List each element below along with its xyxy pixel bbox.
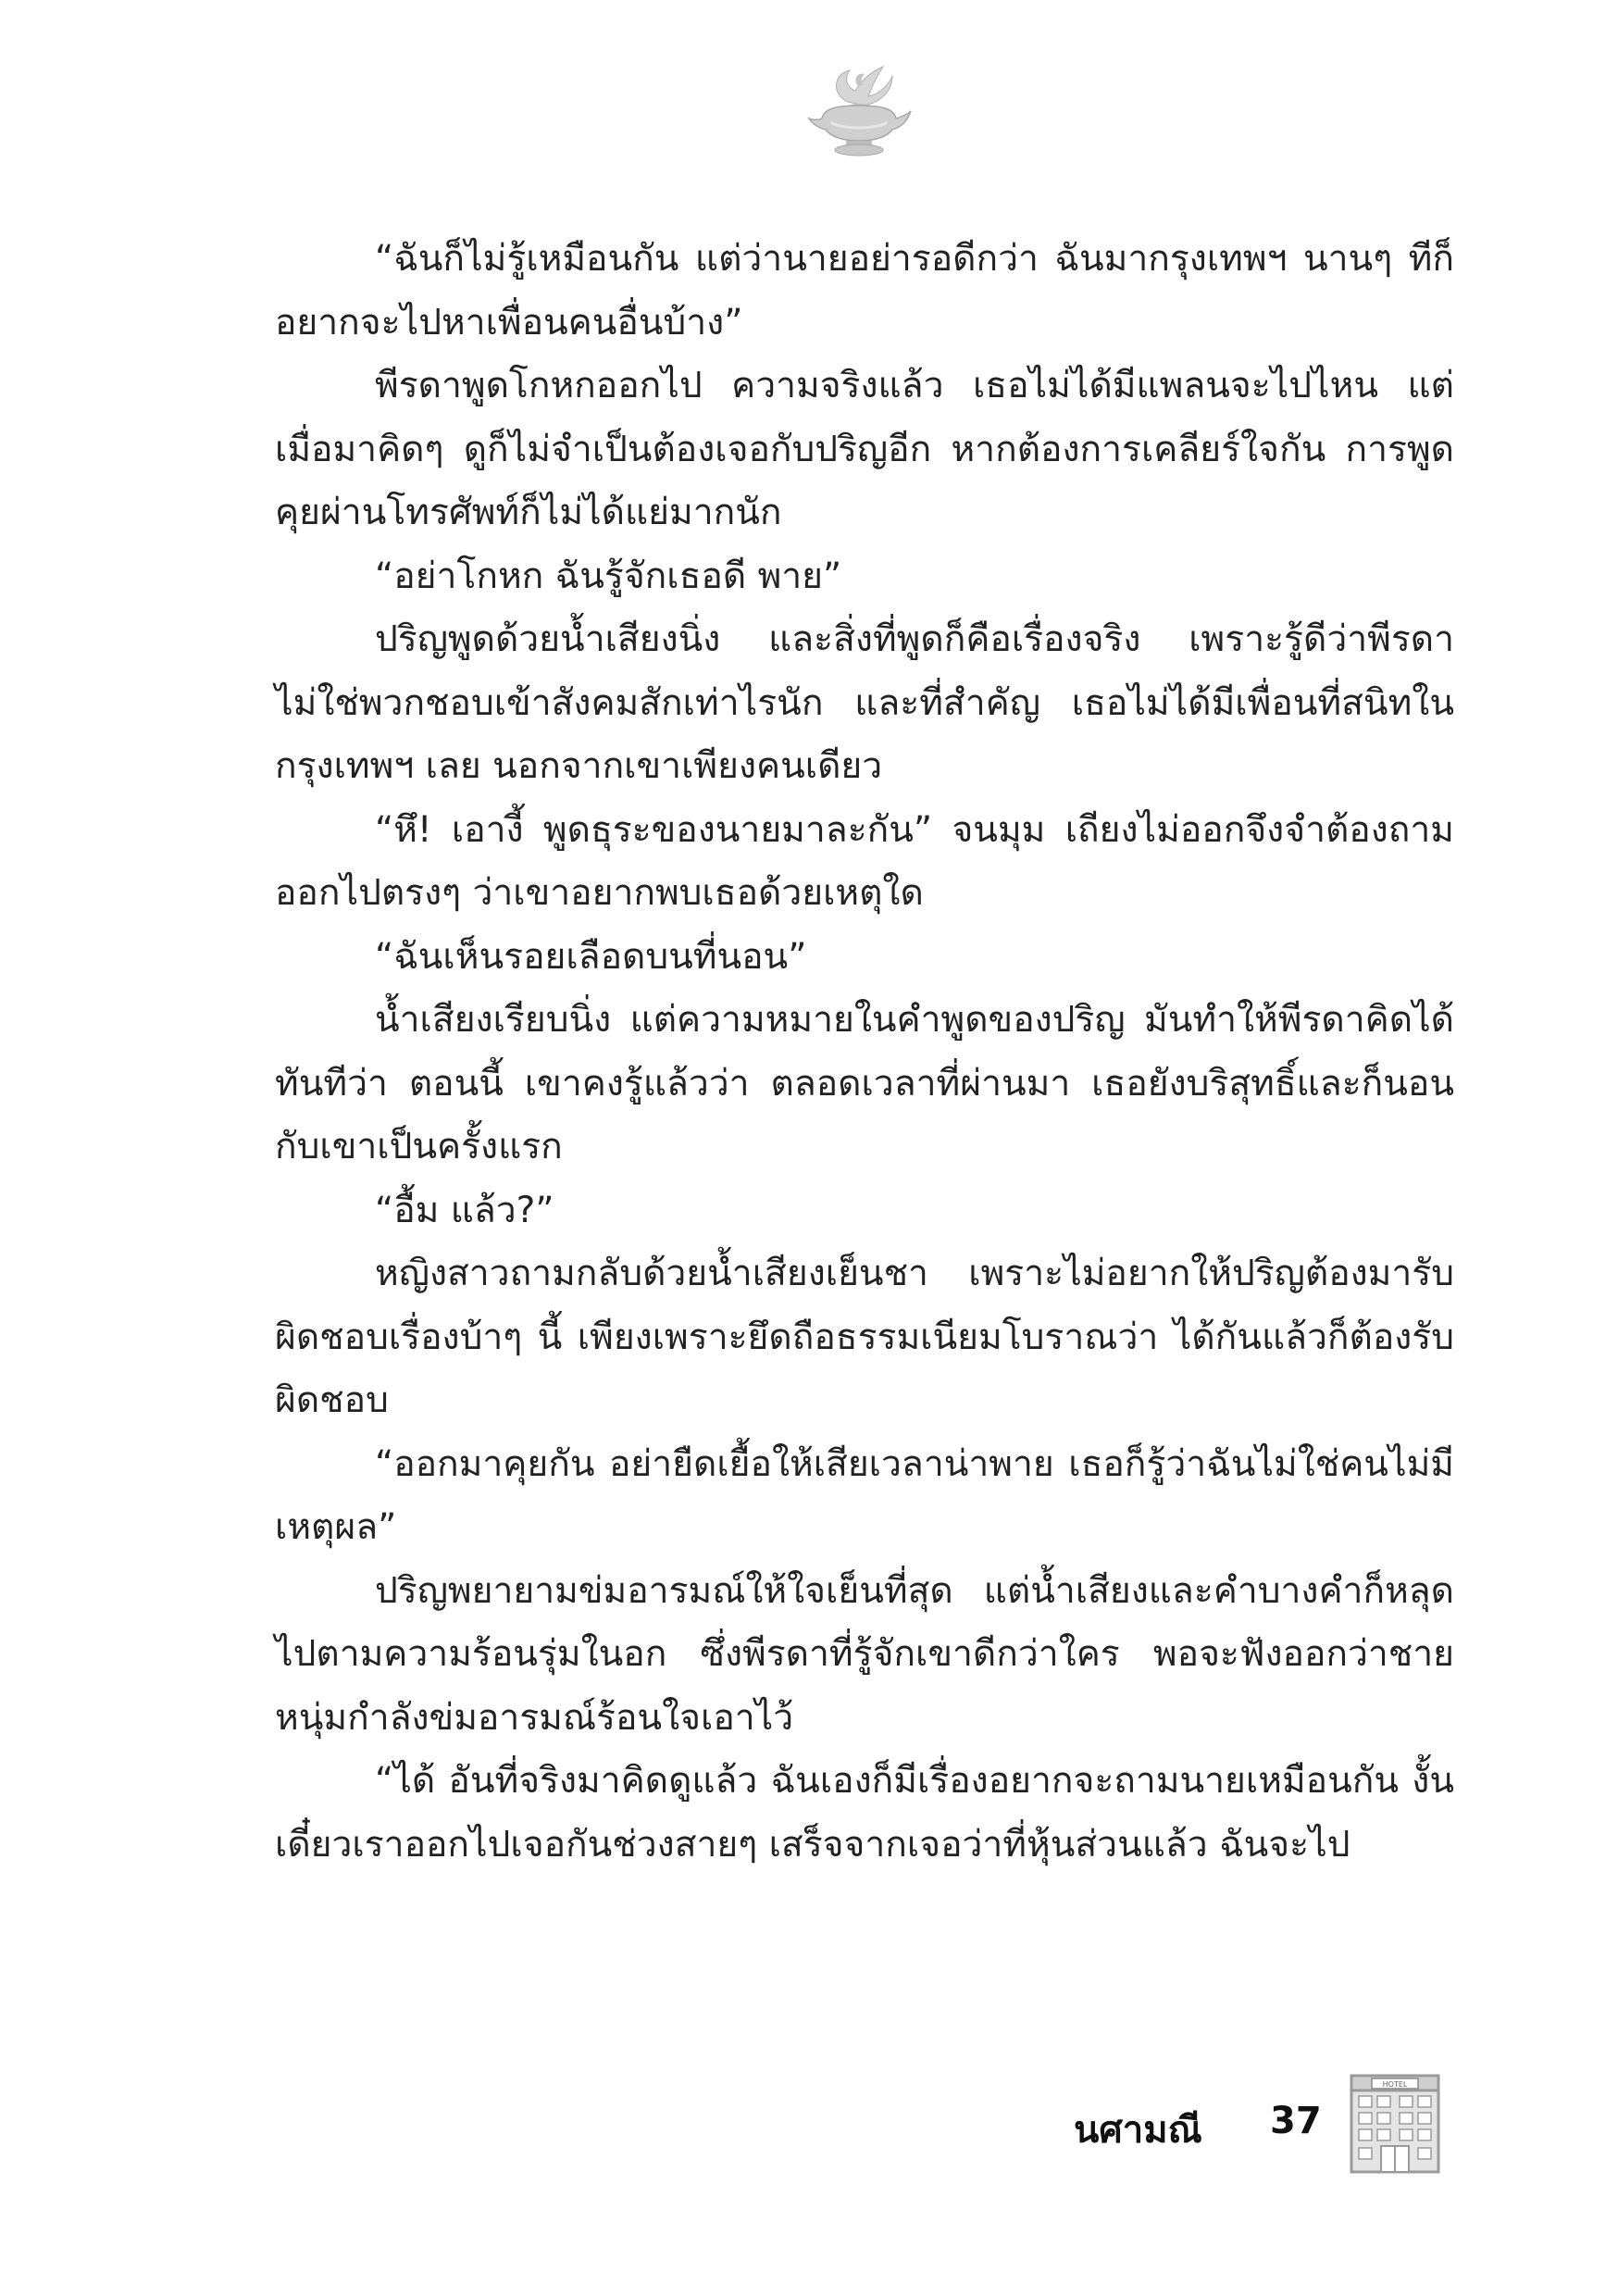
genie-lamp-icon	[803, 57, 915, 159]
paragraph: ปริญพูดด้วยน้ำเสียงนิ่ง และสิ่งที่พูดก็คือเรื่องจริง เพราะรู้ดีว่าพีรดาไม่ใช่พวกชอบเข้าสังคมสักเท่าไรนัก และที่สำคัญ เธอไม่ได้มีเพื่อนที่สนิทในกรุงเทพฯ เลย นอกจากเขาเพียงคนเดียว	[275, 618, 1454, 787]
paragraph: น้ำเสียงเรียบนิ่ง แต่ความหมายในคำพูดของปริญ มันทำให้พีรดาคิดได้ทันทีว่า ตอนนี้ เขาคงรู้แล้วว่า ตลอดเวลาที่ผ่านมา เธอยังบริสุทธิ์และก็นอนกับเขาเป็นครั้งแรก	[275, 999, 1454, 1167]
paragraph: หญิงสาวถามกลับด้วยน้ำเสียงเย็นชา เพราะไม่อยากให้ปริญต้องมารับผิดชอบเรื่องบ้าๆ นี้ เพียงเพราะยึดถือธรรมเนียมโบราณว่า ได้กันแล้วก็ต้องรับผิดชอบ	[275, 1253, 1454, 1421]
paragraph: “ออกมาคุยกัน อย่ายืดเยื้อให้เสียเวลาน่าพาย เธอก็รู้ว่าฉันไม่ใช่คนไม่มีเหตุผล”	[275, 1442, 1454, 1548]
paragraph: ปริญพยายามข่มอารมณ์ให้ใจเย็นที่สุด แต่น้ำเสียงและคำบางคำก็หลุดไปตามความร้อนรุ่มในอก ซึ่งพีรดาที่รู้จักเขาดีกว่าใคร พอจะฟังออกว่าชายหนุ่มกำลังข่มอารมณ์ร้อนใจเอาไว้	[275, 1569, 1454, 1739]
paragraph: “อื้ม แล้ว?”	[375, 1189, 554, 1231]
page-number: 37	[1270, 2100, 1322, 2142]
paragraph: “ได้ อันที่จริงมาคิดดูแล้ว ฉันเองก็มีเรื่องอยากจะถามนายเหมือนกัน งั้นเดี๋ยวเราออกไปเจอกันช่วงสายๆ เสร็จจากเจอว่าที่หุ้นส่วนแล้ว ฉันจะไป	[275, 1760, 1454, 1866]
paragraph: “ฉันก็ไม่รู้เหมือนกัน แต่ว่านายอย่ารอดีกว่า ฉันมากรุงเทพฯ นานๆ ทีก็อยากจะไปหาเพื่อนคนอื่นบ้าง”	[275, 238, 1454, 343]
body-text	[275, 228, 1454, 1877]
hotel-building-icon	[1344, 2072, 1446, 2174]
paragraph: พีรดาพูดโกหกออกไป ความจริงแล้ว เธอไม่ได้มีแพลนจะไปไหน แต่เมื่อมาคิดๆ ดูก็ไม่จำเป็นต้องเจอกับปริญอีก หากต้องการเคลียร์ใจกัน การพูดคุยผ่านโทรศัพท์ก็ไม่ได้แย่มากนัก	[275, 365, 1454, 533]
hotel-sign-text: HOTEL	[1382, 2080, 1408, 2089]
book-title: นศามณี	[1074, 2109, 1202, 2152]
paragraph: “หึ! เอางี้ พูดธุระของนายมาละกัน” จนมุม เถียงไม่ออกจึงจำต้องถามออกไปตรงๆ ว่าเขาอยากพบเธอด้วยเหตุใด	[275, 808, 1454, 914]
paragraph: “ฉันเห็นรอยเลือดบนที่นอน”	[375, 935, 807, 978]
paragraph: “อย่าโกหก ฉันรู้จักเธอดี พาย”	[375, 555, 842, 597]
